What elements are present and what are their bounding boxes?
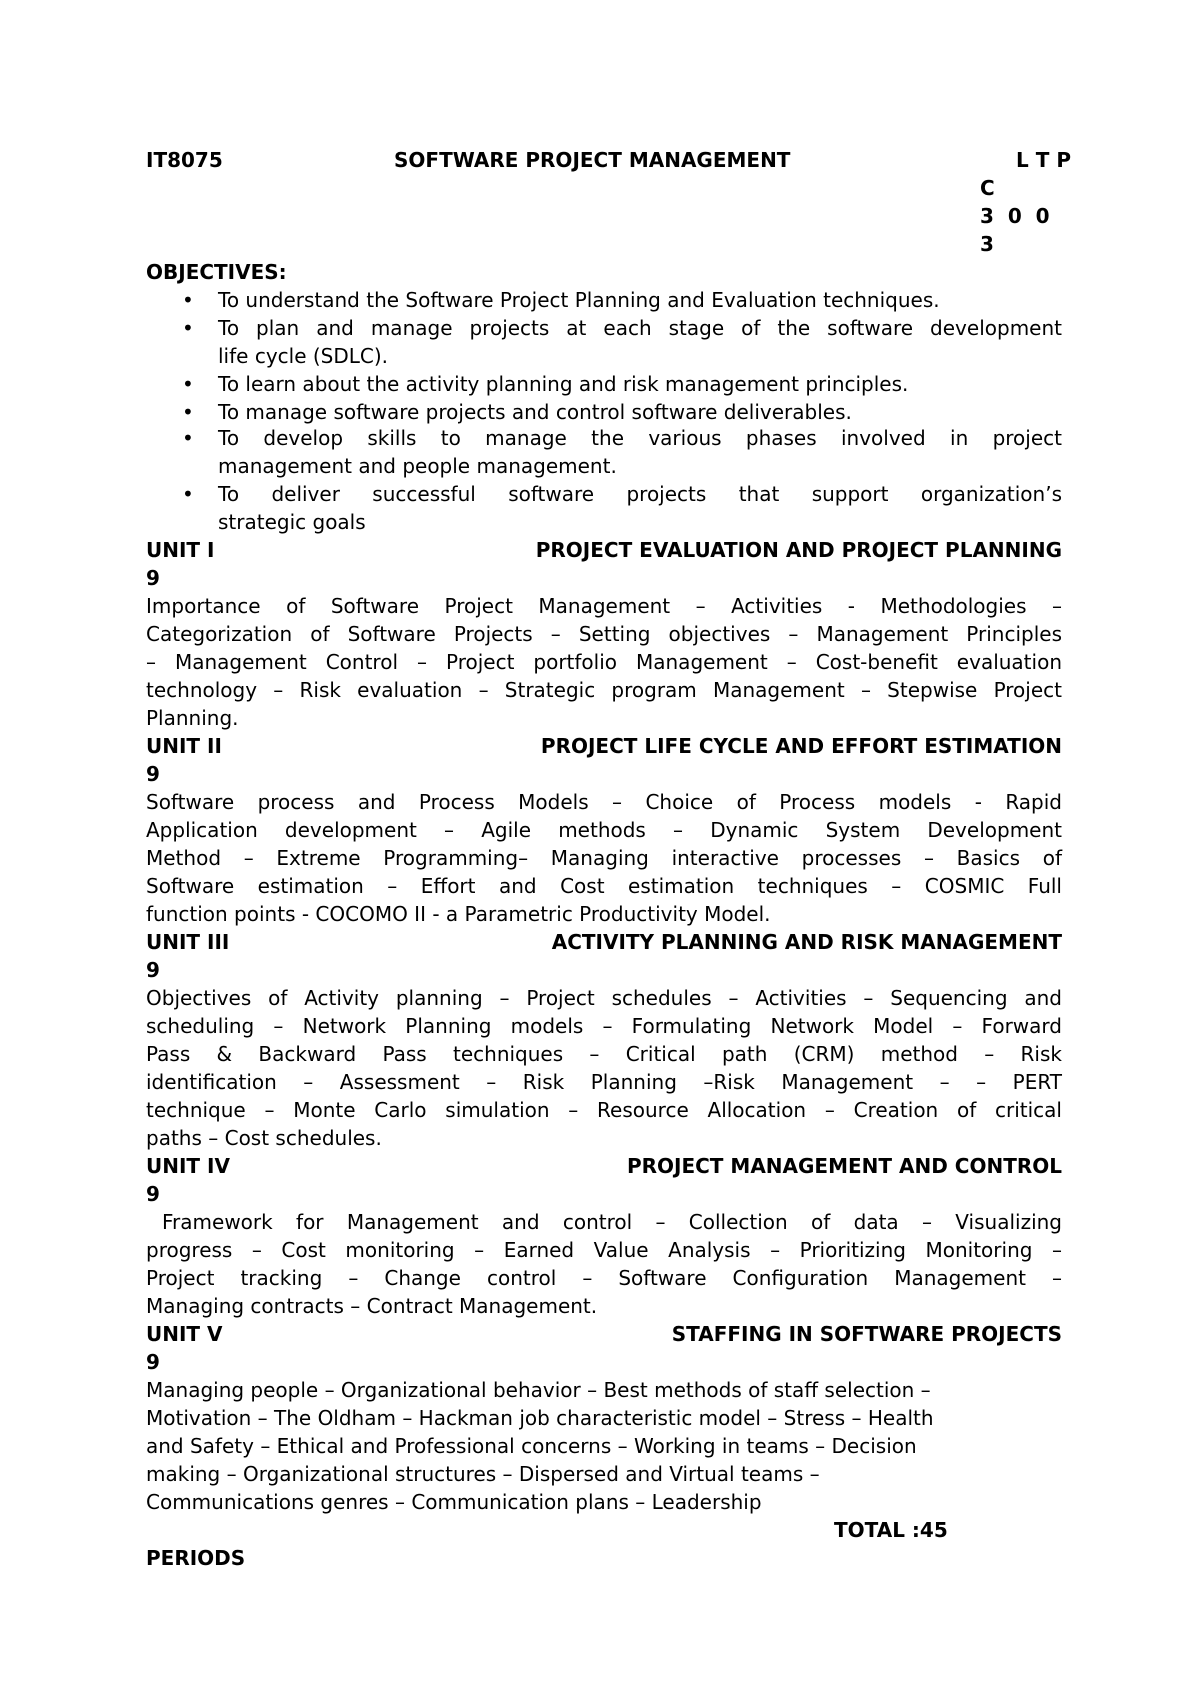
syllabus-page — [146, 0, 1071, 1696]
unit-content-line: Communications genres – Communication plans – Leadership — [146, 1490, 762, 1514]
unit-content-line: Software estimation – Effort and Cost estimation techniques – COSMIC Full — [146, 874, 1062, 898]
objective-item: To understand the Software Project Planning and Evaluation techniques. — [218, 288, 940, 312]
unit-label: UNIT IV — [146, 1154, 230, 1178]
unit-label: UNIT III — [146, 930, 230, 954]
total-periods-label: TOTAL :45 — [834, 1518, 948, 1542]
unit-content-line: making – Organizational structures – Dispersed and Virtual teams – — [146, 1462, 820, 1486]
ltpc-credit-value: 3 — [980, 232, 994, 256]
course-code: IT8075 — [146, 148, 223, 172]
unit-label: UNIT II — [146, 734, 222, 758]
unit-content-line: Project tracking – Change control – Software Configuration Management – — [146, 1266, 1062, 1290]
unit-content-line: Categorization of Software Projects – Setting objectives – Management Principles — [146, 622, 1062, 646]
course-title: SOFTWARE PROJECT MANAGEMENT — [394, 148, 791, 172]
unit-hours: 9 — [146, 1182, 160, 1206]
periods-label: PERIODS — [146, 1546, 246, 1570]
unit-content-line: function points - COCOMO II - a Parametric Productivity Model. — [146, 902, 771, 926]
unit-content-line: Motivation – The Oldham – Hackman job characteristic model – Stress – Health — [146, 1406, 934, 1430]
unit-label: UNIT V — [146, 1322, 223, 1346]
bullet-icon: • — [182, 316, 194, 340]
bullet-icon: • — [182, 288, 194, 312]
unit-content-line: Method – Extreme Programming– Managing interactive processes – Basics of — [146, 846, 1062, 870]
unit-content-line: Planning. — [146, 706, 239, 730]
unit-hours: 9 — [146, 566, 160, 590]
bullet-icon: • — [182, 482, 194, 506]
objective-item: To deliver successful software projects that support organization’s — [218, 482, 1062, 506]
objective-item-continuation: life cycle (SDLC). — [218, 344, 389, 368]
unit-content-line: Managing contracts – Contract Management. — [146, 1294, 598, 1318]
ltpc-credit-label: C — [980, 176, 995, 200]
unit-title: ACTIVITY PLANNING AND RISK MANAGEMENT — [551, 930, 1062, 954]
unit-content-line: – Management Control – Project portfolio Management – Cost-benefit evaluation — [146, 650, 1062, 674]
unit-content-line: progress – Cost monitoring – Earned Value Analysis – Prioritizing Monitoring – — [146, 1238, 1062, 1262]
objective-item-continuation: strategic goals — [218, 510, 366, 534]
unit-hours: 9 — [146, 1350, 160, 1374]
unit-content-line: scheduling – Network Planning models – Formulating Network Model – Forward — [146, 1014, 1062, 1038]
ltpc-values: 3 0 0 — [980, 204, 1050, 228]
unit-content-line: Application development – Agile methods – Dynamic System Development — [146, 818, 1062, 842]
bullet-icon: • — [182, 426, 194, 450]
unit-content-line: technique – Monte Carlo simulation – Resource Allocation – Creation of critical — [146, 1098, 1062, 1122]
objective-item: To develop skills to manage the various phases involved in project — [218, 426, 1062, 450]
unit-content-line: Importance of Software Project Management – Activities - Methodologies – — [146, 594, 1062, 618]
unit-title: PROJECT MANAGEMENT AND CONTROL — [626, 1154, 1062, 1178]
unit-label: UNIT I — [146, 538, 215, 562]
unit-content-line: and Safety – Ethical and Professional concerns – Working in teams – Decision — [146, 1434, 917, 1458]
objectives-heading: OBJECTIVES: — [146, 260, 287, 284]
objective-item: To plan and manage projects at each stage of the software development — [218, 316, 1062, 340]
unit-content-line: technology – Risk evaluation – Strategic program Management – Stepwise Project — [146, 678, 1062, 702]
unit-title: STAFFING IN SOFTWARE PROJECTS — [671, 1322, 1062, 1346]
unit-content-line: identification – Assessment – Risk Planning –Risk Management – – PERT — [146, 1070, 1062, 1094]
ltpc-header: L T P — [1016, 148, 1071, 172]
unit-content-line: Software process and Process Models – Choice of Process models - Rapid — [146, 790, 1062, 814]
unit-content-line: Objectives of Activity planning – Project schedules – Activities – Sequencing and — [146, 986, 1062, 1010]
unit-content-line: Managing people – Organizational behavior – Best methods of staff selection – — [146, 1378, 931, 1402]
objective-item-continuation: management and people management. — [218, 454, 617, 478]
unit-title: PROJECT LIFE CYCLE AND EFFORT ESTIMATION — [540, 734, 1062, 758]
unit-title: PROJECT EVALUATION AND PROJECT PLANNING — [535, 538, 1062, 562]
bullet-icon: • — [182, 372, 194, 396]
unit-hours: 9 — [146, 958, 160, 982]
bullet-icon: • — [182, 400, 194, 424]
unit-content-line: Pass & Backward Pass techniques – Critical path (CRM) method – Risk — [146, 1042, 1062, 1066]
unit-content-line: paths – Cost schedules. — [146, 1126, 382, 1150]
objective-item: To manage software projects and control software deliverables. — [218, 400, 852, 424]
unit-hours: 9 — [146, 762, 160, 786]
objective-item: To learn about the activity planning and risk management principles. — [218, 372, 909, 396]
unit-content-line: Framework for Management and control – Collection of data – Visualizing — [162, 1210, 1062, 1234]
